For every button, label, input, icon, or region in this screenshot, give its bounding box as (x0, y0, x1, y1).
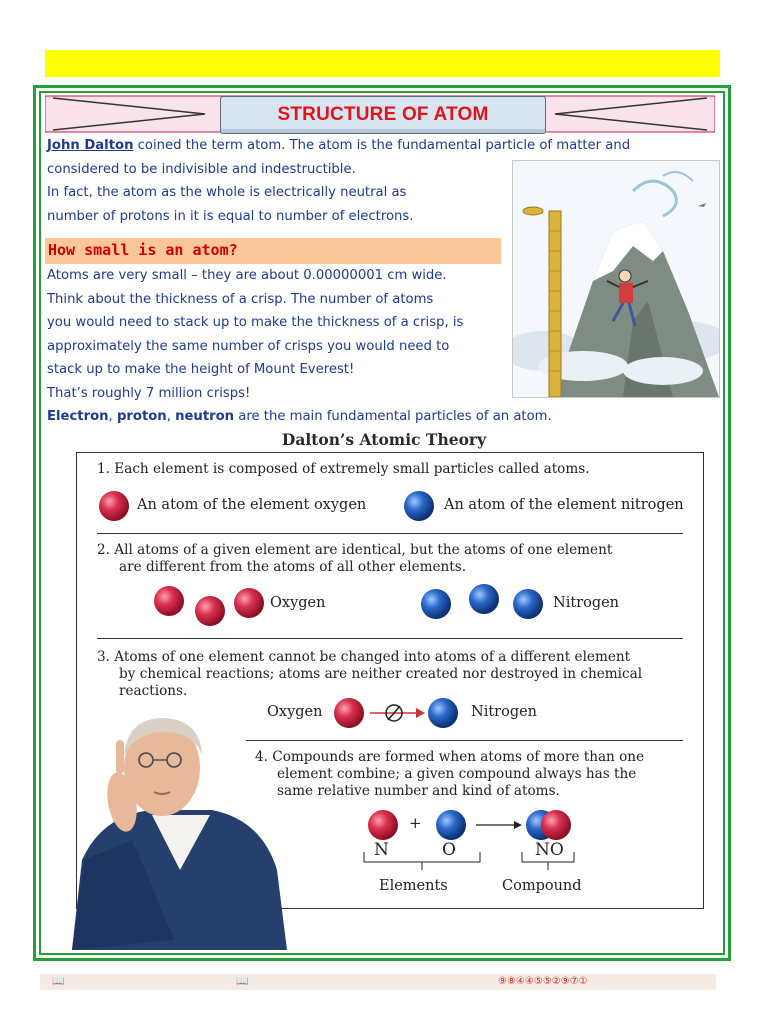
intro-line3: In fact, the atom as the whole is electrically neutral as (47, 185, 407, 200)
elements-label: Elements (379, 878, 448, 894)
nitrogen-atom-icon (403, 490, 437, 522)
postulate-1: 1. Each element is composed of extremely small particles called atoms. (97, 461, 590, 477)
nitrogen-label: Nitrogen (471, 704, 538, 720)
size-line-6: That’s roughly 7 million crisps! (47, 385, 251, 401)
oxygen-atoms-group (152, 584, 268, 628)
book-icon: 📖 (52, 976, 65, 987)
no-transformation-icon (330, 696, 466, 730)
n-symbol: N (374, 840, 389, 860)
postulate-4-line2: element combine; a given compound always has the (277, 766, 637, 782)
postulate-3-line1: 3. Atoms of one element cannot be changed into atoms of a different element (97, 649, 631, 665)
divider (246, 740, 683, 741)
no-symbol: NO (535, 840, 564, 860)
nitrogen-label: Nitrogen (553, 595, 620, 611)
neutron-term: neutron (175, 409, 235, 424)
john-dalton-link[interactable]: John Dalton (47, 138, 134, 153)
o-symbol: O (442, 840, 456, 860)
size-line-2: Think about the thickness of a crisp. The number of atoms (47, 291, 434, 307)
particles-rest: are the main fundamental particles of an atom. (234, 409, 552, 424)
compound-label: Compound (502, 878, 582, 894)
divider (97, 533, 683, 534)
nitrogen-atom-label: An atom of the element nitrogen (444, 497, 684, 513)
atom-size-paragraph (47, 264, 507, 405)
page-title-scroll (220, 96, 546, 134)
nitrogen-atoms-group (417, 582, 551, 626)
separator: , (166, 409, 176, 424)
size-line-4: approximately the same number of crisps you would need to (47, 338, 450, 354)
postulate-4-line1: 4. Compounds are formed when atoms of more than one (255, 749, 645, 765)
top-highlight-bar (45, 50, 720, 77)
bracket-lines (358, 852, 588, 878)
divider (97, 638, 683, 639)
postulate-3-line2: by chemical reactions; atoms are neither created nor destroyed in chemical (119, 666, 643, 682)
postulate-3-line3: reactions. (119, 683, 188, 699)
intro-line4: number of protons in it is equal to number of electrons. (47, 208, 414, 224)
oxygen-label: Oxygen (267, 704, 323, 720)
section-heading: How small is an atom? (48, 241, 238, 259)
oxygen-atom-icon (98, 490, 132, 522)
postulate-2-line2: are different from the atoms of all other elements. (119, 559, 467, 575)
plus-sign: + (409, 814, 422, 832)
page-title: STRUCTURE OF ATOM (277, 104, 489, 125)
intro-line1: coined the term atom. The atom is the fundamental particle of matter and (133, 138, 631, 153)
size-line-1: Atoms are very small – they are about 0.00000001 cm wide. (47, 268, 447, 283)
dalton-theory-title: Dalton’s Atomic Theory (281, 430, 487, 449)
john-dalton-portrait (62, 710, 290, 950)
size-line-3: you would need to stack up to make the thickness of a crisp, is (47, 315, 464, 330)
postulate-2-line1: 2. All atoms of a given element are identical, but the atoms of one element (97, 542, 613, 558)
electron-term: Electron (47, 409, 109, 424)
separator: , (108, 409, 117, 424)
book-icon: 📖 (236, 976, 249, 987)
particles-line (47, 405, 717, 429)
intro-line2: considered to be indivisible and indestructible. (47, 161, 356, 177)
oxygen-atom-label: An atom of the element oxygen (137, 497, 367, 513)
proton-term: proton (116, 409, 167, 424)
mountain-climber-image (513, 161, 719, 397)
footer-digits: ⑨⑧④④⑤⑤②⑨⑦① (498, 976, 588, 987)
postulate-4-line3: same relative number and kind of atoms. (277, 783, 560, 799)
everest-crisps-illustration (512, 160, 720, 398)
size-line-5: stack up to make the height of Mount Everest! (47, 362, 355, 377)
oxygen-label: Oxygen (270, 595, 326, 611)
section-heading-bar (45, 238, 501, 264)
footer-bar (40, 974, 716, 990)
